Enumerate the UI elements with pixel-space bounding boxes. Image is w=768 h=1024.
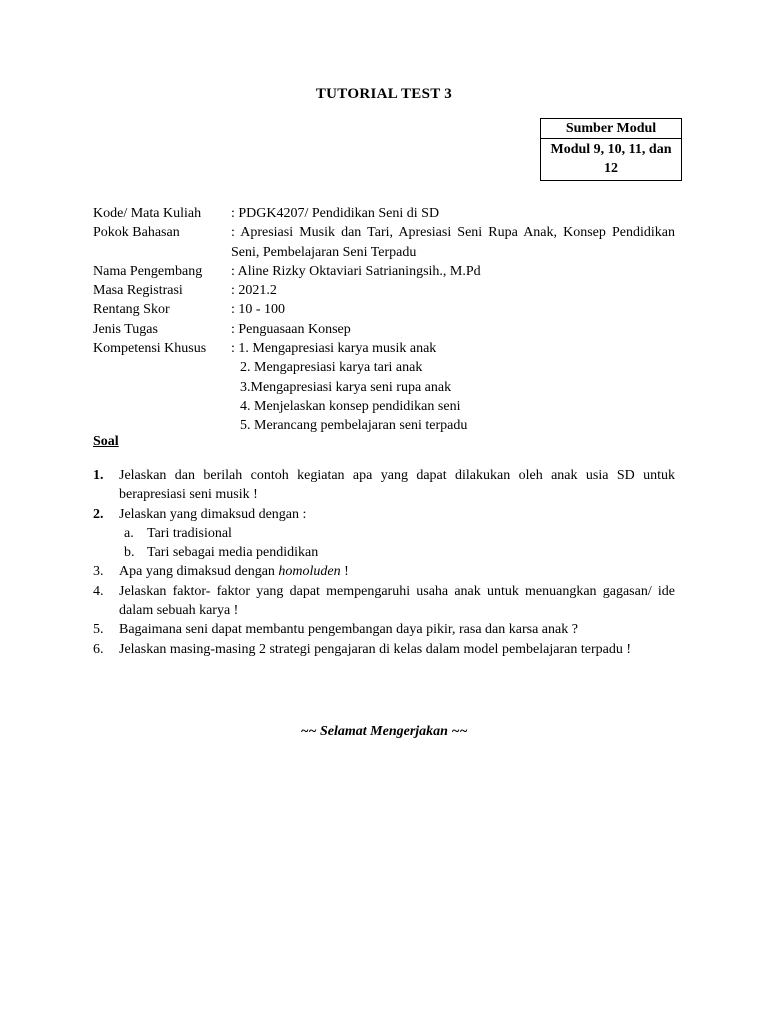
- question-item: [93, 640, 675, 659]
- sub-question-text: Tari tradisional: [147, 525, 232, 541]
- info-value: : Penguasaan Konsep: [231, 321, 351, 337]
- module-source-box: [540, 118, 682, 181]
- question-item: [93, 562, 675, 581]
- info-label: Kode/ Mata Kuliah: [93, 206, 202, 221]
- info-row-kode: [93, 204, 675, 223]
- question-number: 3.: [93, 564, 104, 580]
- info-label: Masa Registrasi: [93, 283, 183, 299]
- module-source-body: Modul 9, 10, 11, dan 12: [550, 142, 672, 176]
- info-label: Pokok Bahasan: [93, 225, 180, 241]
- question-number: 6.: [93, 641, 104, 657]
- info-value: : 2021.2: [231, 283, 277, 299]
- question-text: Jelaskan masing-masing 2 strategi pengajaran di kelas dalam model pembelajaran terpadu !: [119, 641, 631, 657]
- question-number: 2.: [93, 506, 104, 522]
- info-label: Nama Pengembang: [93, 263, 203, 279]
- question-item: [93, 620, 675, 639]
- question-text: Jelaskan yang dimaksud dengan :: [119, 506, 307, 522]
- info-value: : PDGK4207/ Pendidikan Seni di SD: [231, 206, 440, 221]
- question-item: [93, 582, 675, 621]
- question-list: [93, 466, 675, 659]
- sub-question-letter: b.: [124, 545, 135, 561]
- info-value: : Aline Rizky Oktaviari Satrianingsih., M.Pd: [231, 263, 481, 279]
- info-row-rentang: [93, 300, 675, 319]
- question-text: Jelaskan dan berilah contoh kegiatan apa yang dapat dilakukan oleh anak usia SD untuk berapresiasi seni musik !: [119, 468, 675, 503]
- info-label: Rentang Skor: [93, 302, 170, 318]
- question-text: [119, 562, 675, 581]
- info-row-masa: [93, 281, 675, 300]
- competency-item: 3.Mengapresiasi karya seni rupa anak: [240, 379, 452, 395]
- document-title: TUTORIAL TEST 3: [315, 86, 453, 102]
- question-item: [93, 505, 675, 524]
- course-info: [93, 204, 675, 436]
- question-text-before: Apa yang dimaksud dengan: [119, 564, 279, 580]
- info-value: : 10 - 100: [231, 302, 286, 318]
- competency-item: 4. Menjelaskan konsep pendidikan seni: [240, 398, 461, 414]
- competency-list: [231, 339, 675, 435]
- module-source-header: Sumber Modul: [541, 119, 681, 139]
- question-text-after: !: [340, 564, 349, 580]
- sub-question-item: [93, 524, 675, 543]
- question-text: Jelaskan faktor- faktor yang dapat mempengaruhi usaha anak untuk menuangkan gagasan/ ide dalam sebuah karya !: [119, 583, 675, 619]
- info-row-pokok: [93, 223, 675, 262]
- question-number: 1.: [93, 468, 104, 483]
- question-italic-term: homoluden: [278, 564, 341, 580]
- info-label: Jenis Tugas: [93, 321, 158, 337]
- competency-item: 5. Merancang pembelajaran seni terpadu: [240, 418, 468, 434]
- question-number: 5.: [93, 622, 104, 638]
- competency-item: : 1. Mengapresiasi karya musik anak: [231, 341, 437, 357]
- competency-item: 2. Mengapresiasi karya tari anak: [240, 360, 423, 376]
- info-row-kompetensi: [93, 339, 675, 435]
- info-row-nama: [93, 262, 675, 281]
- info-value: : Apresiasi Musik dan Tari, Apresiasi Seni Rupa Anak, Konsep Pendidikan Seni, Pembelajaran Seni Terpadu: [231, 225, 675, 260]
- sub-question-text: Tari sebagai media pendidikan: [147, 545, 319, 561]
- questions-heading: Soal: [93, 434, 119, 449]
- sub-question-letter: a.: [124, 525, 134, 541]
- question-text: Bagaimana seni dapat membantu pengembangan daya pikir, rasa dan karsa anak ?: [119, 622, 578, 638]
- info-label: Kompetensi Khusus: [93, 341, 207, 357]
- sub-question-item: [93, 543, 675, 562]
- info-row-jenis: [93, 320, 675, 339]
- closing-message: ~~ Selamat Mengerjakan ~~: [300, 724, 468, 739]
- question-number: 4.: [93, 583, 104, 599]
- question-item: [93, 466, 675, 505]
